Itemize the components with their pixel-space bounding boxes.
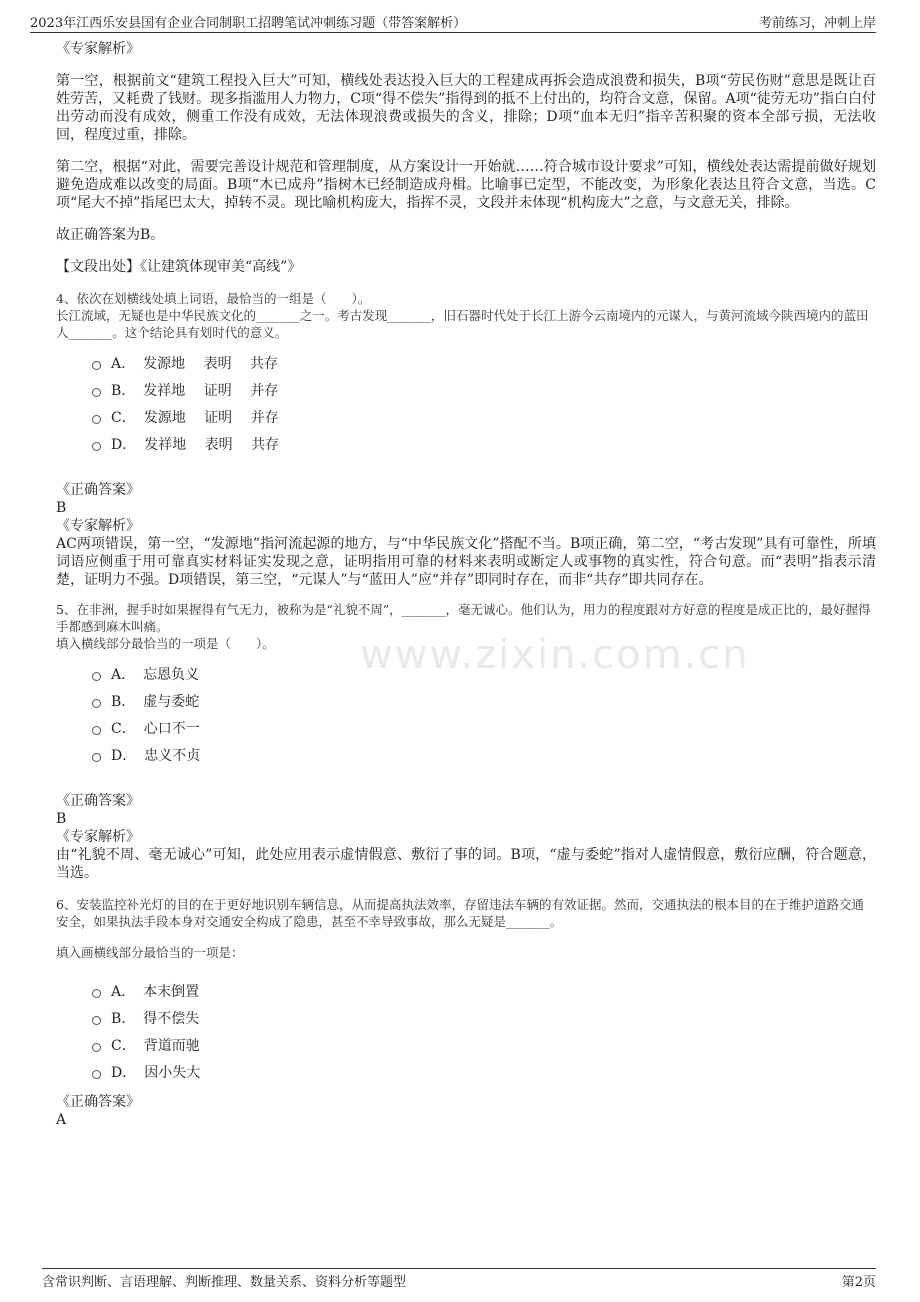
option-letter: C． — [111, 409, 136, 426]
option-letter: D． — [111, 436, 137, 453]
question-prompt: 填入画横线部分最恰当的一项是： — [56, 945, 244, 960]
option-d[interactable] — [92, 430, 876, 457]
option-letter: C． — [111, 1037, 136, 1054]
question-4 — [56, 290, 876, 589]
option-letter: B． — [111, 1010, 136, 1027]
option-a[interactable] — [92, 977, 876, 1004]
option-letter: A． — [111, 355, 136, 372]
option-letter: B． — [111, 382, 136, 399]
correct-answer: A — [56, 1112, 67, 1128]
option-text: 发源地 表明 共存 — [143, 355, 279, 372]
option-list — [56, 660, 876, 768]
expert-analysis-label: 《专家解析》 — [56, 41, 140, 57]
option-text: 本末倒置 — [143, 983, 200, 1000]
radio-icon[interactable] — [92, 442, 101, 451]
correct-answer-label: 《正确答案》 — [56, 1094, 140, 1110]
option-b[interactable] — [92, 376, 876, 403]
radio-icon[interactable] — [92, 753, 101, 762]
radio-icon[interactable] — [92, 989, 101, 998]
option-b[interactable] — [92, 687, 876, 714]
option-text: 背道而驰 — [143, 1037, 200, 1054]
document-body — [56, 40, 876, 1129]
option-d[interactable] — [92, 1058, 876, 1085]
option-c[interactable] — [92, 403, 876, 430]
expert-analysis-label: 《专家解析》 — [56, 518, 140, 534]
expert-analysis-label: 《专家解析》 — [56, 829, 140, 845]
option-text: 发祥地 证明 并存 — [143, 382, 279, 399]
option-c[interactable] — [92, 714, 876, 741]
option-letter: D． — [111, 747, 137, 764]
option-text: 虚与委蛇 — [143, 693, 200, 710]
correct-answer: B — [56, 500, 67, 516]
option-a[interactable] — [92, 660, 876, 687]
option-d[interactable] — [92, 741, 876, 768]
question-stem: 5、在非洲，握手时如果握得有气无力，被称为是“礼貌不周”，_______，毫无诚心。他们认为，用力的程度跟对方好意的程度是成正比的，最好握得手都感到麻木叫痛。 — [56, 602, 871, 634]
radio-icon[interactable] — [92, 1016, 101, 1025]
header-slogan: 考前练习，冲刺上岸 — [758, 15, 876, 31]
radio-icon[interactable] — [92, 699, 101, 708]
page-number: 第2页 — [841, 1274, 876, 1290]
answer-conclusion: 故正确答案为B。 — [56, 227, 165, 243]
correct-answer: B — [56, 811, 67, 827]
option-text: 因小失大 — [144, 1064, 201, 1081]
question-prompt: 填入横线部分最恰当的一项是（ ）。 — [56, 636, 275, 651]
radio-icon[interactable] — [92, 361, 101, 370]
footer-note: 含常识判断、言语理解、判断推理、数量关系、资料分析等题型 — [42, 1274, 407, 1290]
option-letter: A． — [111, 666, 136, 683]
radio-icon[interactable] — [92, 672, 101, 681]
option-list — [56, 977, 876, 1085]
option-text: 忠义不贞 — [144, 747, 201, 764]
option-b[interactable] — [92, 1004, 876, 1031]
option-letter: A． — [111, 983, 136, 1000]
analysis-paragraph-1: 第一空，根据前文“建筑工程投入巨大”可知，横线处表达投入巨大的工程建成再拆会造成浪费和损失，B项“劳民伤财”意思是既让百姓劳苦，又耗费了钱财。现多指滥用人力物力，C项“得不偿失”指得到的抵不上付出的，均符合文意，保留。A项“徒劳无功”指白白付出劳动而没有成效，侧重工作没有成效，无法体现浪费或损失的含义，排除；D项“血本无归”指辛苦积聚的资本全部亏损，无法收回，程度过重，排除。 — [56, 73, 876, 143]
radio-icon[interactable] — [92, 726, 101, 735]
watermark: www.zixin.com.cn — [360, 632, 750, 678]
option-list — [56, 349, 876, 457]
question-stem: 6、安装监控补光灯的目的在于更好地识别车辆信息，从而提高执法效率，存留违法车辆的有效证据。然而，交通执法的根本目的在于维护道路交通安全，如果执法手段本身对交通安全构成了隐患，甚至不幸导致事故，那么无疑是_______。 — [56, 897, 864, 929]
analysis-paragraph-2: 第二空，根据“对此，需要完善设计规范和管理制度，从方案设计一开始就……符合城市设计要求”可知，横线处表达需提前做好规划避免造成难以改变的局面。B项“木已成舟”指树木已经制造成舟楫。比喻事已定型，不能改变，为形象化表达且符合文意，当选。C项“尾大不掉”指尾巴太大，掉转不灵。现比喻机构庞大，指挥不灵，文段并未体现“机构庞大”之意，与文意无关，排除。 — [56, 159, 876, 211]
page-footer — [42, 1268, 876, 1291]
option-text: 发源地 证明 并存 — [143, 409, 279, 426]
question-6 — [56, 896, 876, 1129]
expert-analysis: AC两项错误，第一空，“发源地”指河流起源的地方，与“中华民族文化”搭配不当。B项正确，第二空，“考古发现”具有可靠性，所填词语应侧重于用可靠真实材料证实发现之意，证明指用可靠的材料来表明或断定人或事物的真实性，符合句意。而“表明”指表示清楚，证明力不强。D项错误，第三空，“元谋人”与“蓝田人”应“并存”即同时存在，而非“共存”即共同存在。 — [56, 536, 876, 588]
question-5 — [56, 601, 876, 882]
option-text: 得不偿失 — [143, 1010, 200, 1027]
expert-analysis: 由“礼貌不周、毫无诚心”可知，此处应用表示虚情假意、敷衍了事的词。B项，“虚与委蛇”指对人虚情假意，敷衍应酬，符合题意，当选。 — [56, 847, 876, 881]
correct-answer-label: 《正确答案》 — [56, 482, 140, 498]
question-text: 长江流域，无疑也是中华民族文化的_______之一。考古发现_______，旧石器时代处于长江上游今云南境内的元谋人，与黄河流域今陕西境内的蓝田人_______。这个结论具有划时代的意义。 — [56, 308, 869, 340]
passage-source: 【文段出处】《让建筑体现审美“高线”》 — [56, 259, 302, 275]
option-c[interactable] — [92, 1031, 876, 1058]
correct-answer-label: 《正确答案》 — [56, 793, 140, 809]
option-text: 心口不一 — [143, 720, 200, 737]
radio-icon[interactable] — [92, 388, 101, 397]
option-letter: B． — [111, 693, 136, 710]
option-text: 发祥地 表明 共存 — [144, 436, 280, 453]
question-stem: 4、依次在划横线处填上词语，最恰当的一组是（ ）。 — [56, 291, 371, 306]
radio-icon[interactable] — [92, 415, 101, 424]
option-letter: C． — [111, 720, 136, 737]
option-letter: D． — [111, 1064, 137, 1081]
radio-icon[interactable] — [92, 1070, 101, 1079]
radio-icon[interactable] — [92, 1043, 101, 1052]
option-text: 忘恩负义 — [143, 666, 200, 683]
document-title: 2023年江西乐安县国有企业合同制职工招聘笔试冲刺练习题（带答案解析） — [30, 15, 467, 31]
option-a[interactable] — [92, 349, 876, 376]
page-header — [30, 10, 876, 33]
